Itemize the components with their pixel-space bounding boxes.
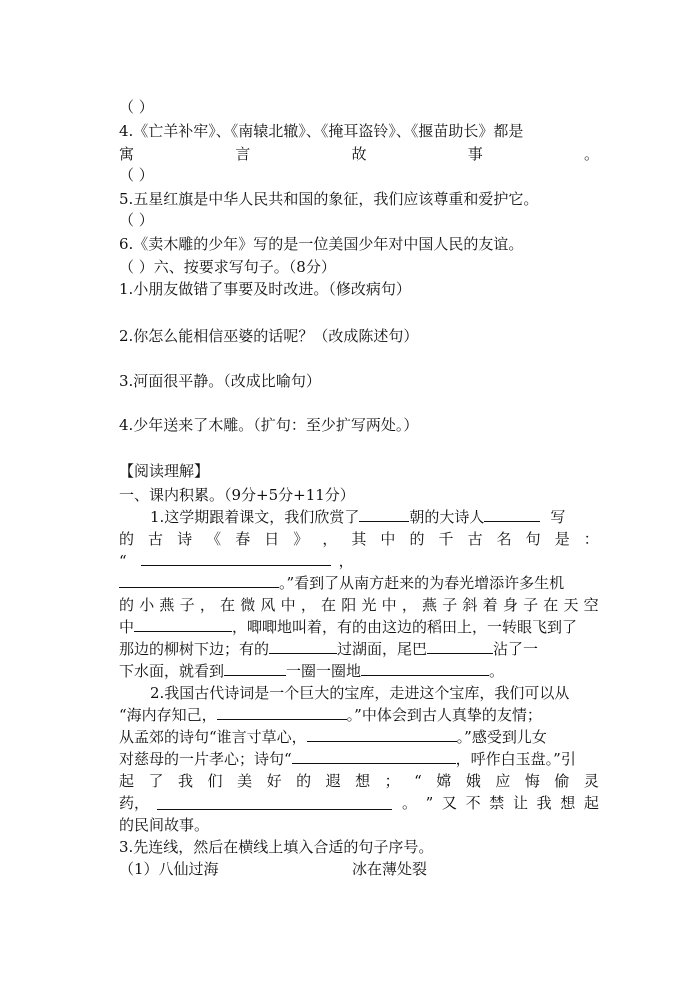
p1-line-2-char: 中 xyxy=(380,530,396,548)
p1-line-7-a: 那边的柳树下边；有的 xyxy=(119,640,270,658)
p1-line-2 xyxy=(119,528,599,550)
p2-line-5-char: 悔 xyxy=(524,772,540,790)
p2-line-7: 的民间故事。 xyxy=(119,816,210,834)
p2-line-6-char: 禁 xyxy=(489,794,505,812)
blank-swallow-3[interactable] xyxy=(427,638,493,654)
p1-line-2-char: 古 xyxy=(467,530,483,548)
p1-line-5-char: 中 xyxy=(381,596,397,614)
p2-line-6-char: 想 xyxy=(560,794,576,812)
p2-line-6 xyxy=(119,792,599,814)
p2-line-5 xyxy=(119,770,599,792)
p1-line-3 xyxy=(119,550,599,572)
p1-line-5-char: 子 xyxy=(442,596,458,614)
p1-line-5-char: 光 xyxy=(361,596,377,614)
p2-line-5-char: 偷 xyxy=(554,772,570,790)
blank-poem-4[interactable] xyxy=(292,748,456,764)
p2-line-3-a: 从孟郊的诗句“谁言寸草心， xyxy=(119,728,307,746)
p1-line-5 xyxy=(119,594,599,616)
p1-line-2-char: 其 xyxy=(351,530,367,548)
p1-line-1 xyxy=(119,506,599,528)
p1-line-5-char: 燕 xyxy=(422,596,438,614)
p1-line-6-b: ，唧唧地叫着，有的由这边的稻田上，一转眼飞到了 xyxy=(232,618,578,636)
p1-line-5-char: ， xyxy=(401,596,417,614)
reading-header: 【阅读理解】 xyxy=(119,462,210,480)
p1-line-5-char: 在 xyxy=(543,596,559,614)
q4-char: 。 xyxy=(583,145,599,163)
p2-line-2-a: “海内存知己， xyxy=(119,706,217,724)
p1-line-5-char: ， xyxy=(300,596,316,614)
p1-line-5-char: 微 xyxy=(240,596,256,614)
p1-line-5-char: 斜 xyxy=(462,596,478,614)
p1-line-2-char: 诗 xyxy=(177,530,193,548)
p1-line-7 xyxy=(119,638,599,660)
p1-line-5-char: 阳 xyxy=(341,596,357,614)
p2-line-6-b xyxy=(392,792,599,814)
p3-instruction: 3.先连线，然后在横线上填入合适的句子序号。 xyxy=(119,838,434,856)
p1-line-5-char: 的 xyxy=(119,596,135,614)
p1-line-2-char: 《 xyxy=(206,530,222,548)
q4-answer-paren: （ ） xyxy=(119,166,154,184)
blank-poem-line-1[interactable] xyxy=(141,550,331,566)
p1-line-2-char: ， xyxy=(322,530,338,548)
p2-line-5-char: 遐 xyxy=(325,772,341,790)
p1-text-c: 写 xyxy=(550,508,566,526)
p2-line-5-char: 想 xyxy=(355,772,371,790)
sentence-3: 3.河面很平静。（改成比喻句） xyxy=(119,372,321,390)
p1-line-2-char: 春 xyxy=(235,530,251,548)
comma: ， xyxy=(338,552,354,570)
p1-line-8-a: 下水面，就看到 xyxy=(119,662,225,680)
sentence-4: 4.少年送来了木雕。（扩句：至少扩写两处。） xyxy=(119,416,419,434)
blank-poem-5[interactable] xyxy=(157,794,392,810)
q5-text: 5.五星红旗是中华人民共和国的象征，我们应该尊重和爱护它。 xyxy=(119,190,539,208)
p1-line-2-char: ： xyxy=(583,530,599,548)
blank-poem-line-2[interactable] xyxy=(119,572,279,588)
p1-line-2-char: 的 xyxy=(409,530,425,548)
p2-line-5-char: 我 xyxy=(178,772,194,790)
p2-line-1: 2.我国古代诗词是一个巨大的宝库，走进这个宝库，我们可以从 xyxy=(150,684,570,702)
q4-text: 4.《亡羊补牢》、《南辕北辙》、《掩耳盗铃》、《揠苗助长》都是 xyxy=(119,122,524,140)
p1-line-2-char: 名 xyxy=(496,530,512,548)
blank-swallow-4[interactable] xyxy=(224,660,286,676)
p2-line-6-char: ” xyxy=(425,794,434,812)
p2-line-5-char: 娥 xyxy=(465,772,481,790)
p1-line-5-char: 天 xyxy=(563,596,579,614)
blank-dynasty[interactable] xyxy=(359,506,409,522)
open-quote: “ xyxy=(119,552,127,570)
q4-spread-line xyxy=(119,143,599,165)
p2-line-5-char: “ xyxy=(414,772,422,790)
q4-char: 故 xyxy=(351,145,367,163)
p1-line-4 xyxy=(119,572,599,594)
p1-text-b: 朝的大诗人 xyxy=(409,508,485,526)
p2-line-5-char: ； xyxy=(384,772,400,790)
p1-line-6 xyxy=(119,616,599,638)
p1-text-a: 1.这学期跟着课文，我们欣赏了 xyxy=(150,508,360,526)
p1-line-5-char: 身 xyxy=(502,596,518,614)
p1-line-4-text: 。”看到了从南方赶来的为春光增添许多生机 xyxy=(279,574,565,592)
p1-line-5-char: 中 xyxy=(280,596,296,614)
p2-line-6-char: 不 xyxy=(465,794,481,812)
q4-char: 寓 xyxy=(119,145,135,163)
q5-answer-paren: （ ） xyxy=(119,211,154,229)
p1-line-8-c: 。 xyxy=(489,662,505,680)
p2-line-6-char: 让 xyxy=(512,794,528,812)
q3-answer-paren: （ ） xyxy=(119,98,154,116)
p1-line-2-char: 的 xyxy=(119,530,135,548)
q6-paren-and-section-six: （ ）六、按要求写句子。（8分） xyxy=(119,258,336,276)
p2-line-4 xyxy=(119,748,599,770)
q4-char: 事 xyxy=(467,145,483,163)
p2-line-6-char: 又 xyxy=(441,794,457,812)
p1-line-2-char: 》 xyxy=(293,530,309,548)
sentence-1: 1.小朋友做错了事要及时改进。（修改病句） xyxy=(119,280,411,298)
p2-line-5-char: 好 xyxy=(266,772,282,790)
p1-line-7-b: 过湖面，尾巴 xyxy=(337,640,428,658)
p1-line-2-char: 句 xyxy=(525,530,541,548)
q4-char: 言 xyxy=(235,145,251,163)
p2-line-2 xyxy=(119,704,599,726)
p1-line-5-char: 空 xyxy=(583,596,599,614)
p2-line-5-char: 起 xyxy=(119,772,135,790)
p1-line-2-char: 是 xyxy=(554,530,570,548)
p2-line-5-char: 了 xyxy=(148,772,164,790)
p1-line-5-char: 在 xyxy=(220,596,236,614)
blank-swallow-2[interactable] xyxy=(269,638,337,654)
p2-line-5-char: 灵 xyxy=(583,772,599,790)
p1-line-2-char: 日 xyxy=(264,530,280,548)
p1-line-5-char: 子 xyxy=(179,596,195,614)
p2-line-5-char: 应 xyxy=(495,772,511,790)
blank-poet[interactable] xyxy=(484,506,540,522)
blank-swallow-5[interactable] xyxy=(361,660,489,676)
blank-swallow-1[interactable] xyxy=(134,616,232,632)
p3-right-1: 冰在薄处裂 xyxy=(352,860,428,878)
p3-item-1: （1）八仙过海 xyxy=(119,860,219,878)
p1-line-5-char: 燕 xyxy=(159,596,175,614)
blank-poem-3[interactable] xyxy=(307,726,457,742)
sentence-2: 2.你怎么能相信巫婆的话呢？（改成陈述句） xyxy=(119,327,419,345)
p2-line-6-char: 我 xyxy=(536,794,552,812)
p1-line-5-char: 风 xyxy=(260,596,276,614)
p2-line-2-b: 。”中体会到古人真挚的友情； xyxy=(346,706,542,724)
p2-line-5-char: 美 xyxy=(237,772,253,790)
p2-line-3-b: 。”感受到儿女 xyxy=(456,728,547,746)
p2-line-5-char: 的 xyxy=(296,772,312,790)
p2-line-6-char: 起 xyxy=(583,794,599,812)
p1-line-2-char: 千 xyxy=(438,530,454,548)
p1-line-6-a: 中 xyxy=(119,618,135,636)
p1-line-8-b: 一圈一圈地 xyxy=(286,662,362,680)
p2-line-5-char: 们 xyxy=(207,772,223,790)
p1-line-5-char: 在 xyxy=(321,596,337,614)
p2-line-3 xyxy=(119,726,599,748)
p1-line-8 xyxy=(119,660,599,682)
p1-line-5-char: 子 xyxy=(523,596,539,614)
p2-line-4-b: ，呼作白玉盘。”引 xyxy=(455,750,576,768)
p1-line-7-c: 沾了一 xyxy=(493,640,539,658)
p2-line-5-char: 嫦 xyxy=(436,772,452,790)
p2-line-4-a: 对慈母的一片孝心；诗句“ xyxy=(119,750,292,768)
p1-line-5-char: 小 xyxy=(139,596,155,614)
p1-line-5-char: ， xyxy=(199,596,215,614)
p2-line-6-char: 。 xyxy=(402,794,418,812)
p1-line-5-char: 着 xyxy=(482,596,498,614)
p2-line-6-a: 药， xyxy=(119,794,150,812)
blank-poem-2[interactable] xyxy=(217,704,347,720)
p1-line-2-char: 古 xyxy=(148,530,164,548)
section-one-title: 一、课内积累。（9分+5分+11分） xyxy=(119,486,355,504)
q6-text: 6.《卖木雕的少年》写的是一位美国少年对中国人民的友谊。 xyxy=(119,235,524,253)
